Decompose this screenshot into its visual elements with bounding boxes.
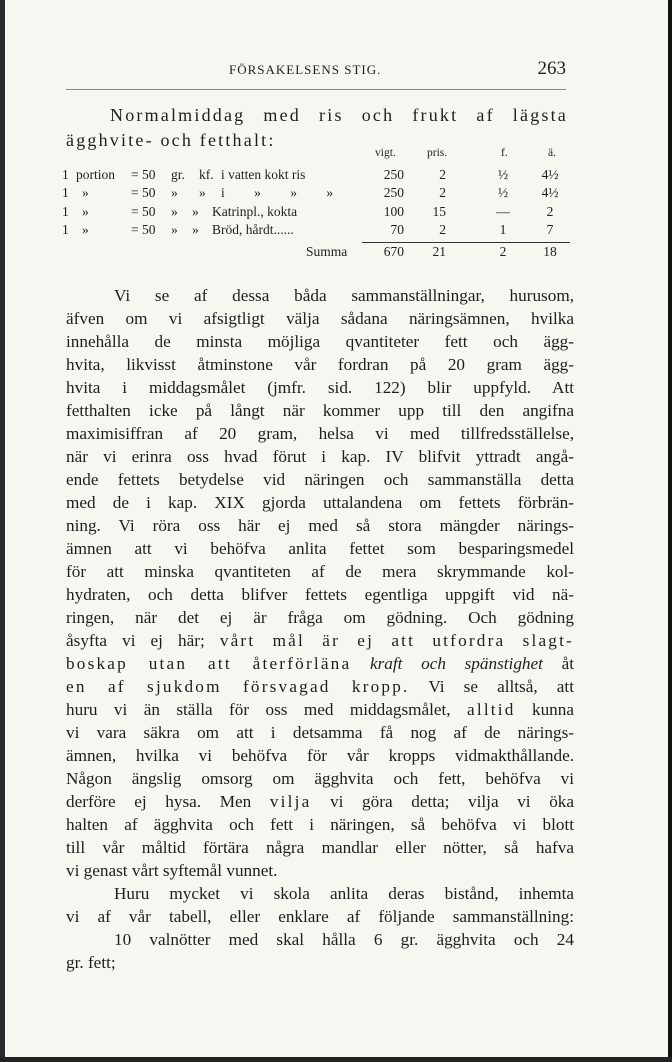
row-qty: 1 xyxy=(62,204,69,219)
sum-vigt: 670 xyxy=(383,244,404,259)
row-amount: = 50 xyxy=(131,222,156,237)
scan-edge-right xyxy=(668,0,672,1062)
text-line: för att minska qvantiteten af de mera skrymmande kol- xyxy=(66,562,574,581)
row-pris: 2 xyxy=(439,222,446,237)
body-paragraphs xyxy=(66,284,574,974)
row-vigt: 250 xyxy=(383,167,404,182)
section-heading xyxy=(66,103,568,153)
text-line: ringen, när det ej är fråga om gödning. Och gödning xyxy=(66,608,574,627)
sum-label: Summa xyxy=(306,244,348,259)
text-line: ämnen att vi behöfva anlita fettet som besparingsmedel xyxy=(66,539,574,558)
row-item: i » » » xyxy=(221,185,334,200)
table-sum-rule xyxy=(362,242,570,243)
text-line xyxy=(66,629,574,652)
spaced-text: vilja xyxy=(269,792,312,811)
row-vigt: 250 xyxy=(383,185,404,200)
row-kf: » xyxy=(192,204,199,219)
text-segment: huru vi än ställa för oss med middagsmålet, xyxy=(66,700,451,719)
row-qty: 1 xyxy=(62,222,69,237)
text-line: vi af vår tabell, eller enklare af följande sammanställning: xyxy=(66,907,574,926)
row-gr: » xyxy=(171,204,178,219)
text-segment: vi göra detta; vilja vi öka xyxy=(330,792,575,811)
italic-text: kraft och spänstighet xyxy=(369,654,543,673)
row-f: ½ xyxy=(497,185,509,200)
text-segment: kunna xyxy=(531,700,574,719)
row-gr: » xyxy=(171,222,178,237)
row-vigt: 100 xyxy=(383,204,404,219)
header-rule xyxy=(66,89,566,90)
scan-edge-bottom xyxy=(0,1057,672,1062)
text-line: ämnen, hvilka vi behöfva för vår kropps vidmakthållande. xyxy=(66,746,574,765)
row-kf: » xyxy=(199,185,206,200)
text-line: 10 valnötter med skal hålla 6 gr. ägghvita och 24 xyxy=(114,930,574,949)
text-line: innehålla de minsta möjliga qvantiteter fett och ägg- xyxy=(66,332,574,351)
text-line: när vi erinra oss hvad förut i kap. IV blifvit yttradt angå- xyxy=(66,447,574,466)
row-gr: gr. xyxy=(171,167,185,182)
text-line xyxy=(66,698,574,721)
col-header-f: f. xyxy=(501,147,508,159)
row-item: Katrinpl., kokta xyxy=(212,204,298,219)
row-a: 4½ xyxy=(541,167,559,182)
col-header-a: ä. xyxy=(548,147,556,159)
spaced-text: boskap utan att återförläna xyxy=(66,654,352,673)
spaced-text: alltid xyxy=(467,700,516,719)
text-segment: åsyfta vi ej här; xyxy=(66,631,220,650)
col-header-pris: pris. xyxy=(427,147,448,159)
text-line xyxy=(66,652,574,675)
text-line: äfven om vi afsigtligt välja sådana näringsämnen, hvilka xyxy=(66,309,574,328)
row-amount: = 50 xyxy=(131,167,156,182)
row-pris: 2 xyxy=(439,167,446,182)
spaced-text: vårt mål är ej att utfordra slagt- xyxy=(219,631,574,650)
row-kf: » xyxy=(192,222,199,237)
row-vigt: 70 xyxy=(390,222,404,237)
col-header-vigt: vigt. xyxy=(375,147,396,159)
row-kf: kf. xyxy=(199,167,214,182)
row-f: — xyxy=(496,204,510,219)
text-line: gr. fett; xyxy=(66,953,116,972)
row-qty: 1 xyxy=(62,185,69,200)
heading-line-2: ägghvite- och fetthalt: xyxy=(66,130,276,150)
text-line: vi vara säkra om att i detsamma få nog af de närings- xyxy=(66,723,574,742)
row-unit: » xyxy=(82,222,89,237)
row-pris: 15 xyxy=(432,204,446,219)
text-line: maximisiffran af 20 gram, helsa vi med tillfredsställelse, xyxy=(66,424,574,443)
text-segment: åt xyxy=(561,654,574,673)
text-segment: derföre ej hysa. Men xyxy=(66,792,252,811)
row-qty: 1 xyxy=(62,167,69,182)
text-line: ende fettets betydelse vid näringen och sammanställa detta xyxy=(66,470,574,489)
text-line: hvita i middagsmålet (jmfr. sid. 122) blir uppfyld. Att xyxy=(66,378,574,397)
sum-f: 2 xyxy=(499,244,507,259)
running-head xyxy=(66,58,566,84)
row-f: 1 xyxy=(499,222,507,237)
text-line: vi genast vårt syftemål vunnet. xyxy=(66,861,278,880)
row-a: 7 xyxy=(546,222,554,237)
row-amount: = 50 xyxy=(131,204,156,219)
text-line: fetthalten icke på långt när kommer upp till den angifna xyxy=(66,401,574,420)
row-amount: = 50 xyxy=(131,185,156,200)
chapter-title: FÖRSAKELSENS STIG. xyxy=(229,62,382,77)
page-number: 263 xyxy=(537,58,566,79)
row-gr: » xyxy=(171,185,178,200)
scan-edge-left xyxy=(0,0,5,1062)
text-line: ning. Vi röra oss här ej med så stora mängder närings- xyxy=(66,516,574,535)
text-line: Vi se af dessa båda sammanställningar, hurusom, xyxy=(114,286,574,305)
text-line: Huru mycket vi skola anlita deras bistånd, inhemta xyxy=(114,884,574,903)
row-a: 4½ xyxy=(541,185,559,200)
text-line xyxy=(66,790,574,813)
text-line: till vår måltid förtära några mandlar eller nötter, så hafva xyxy=(66,838,574,857)
text-segment: Vi se alltså, att xyxy=(428,677,574,696)
row-unit: » xyxy=(82,204,89,219)
text-line xyxy=(66,675,574,698)
spaced-text: en af sjukdom försvagad kropp. xyxy=(66,677,410,696)
text-line: hydraten, och detta blifver fettets egentliga uppgift vid nä- xyxy=(66,585,574,604)
row-unit: portion xyxy=(76,167,115,182)
row-item: i vatten kokt ris xyxy=(221,167,306,182)
row-f: ½ xyxy=(497,167,509,182)
text-line: halten af ägghvita och fett i näringen, så behöfva vi blott xyxy=(66,815,574,834)
text-line: hvita, likvisst åtminstone vår fordran på 20 gram ägg- xyxy=(66,355,574,374)
sum-a: 18 xyxy=(543,244,557,259)
text-line: Någon ängslig omsorg om ägghvita och fett, behöfva vi xyxy=(66,769,574,788)
row-pris: 2 xyxy=(439,185,446,200)
heading-line-1: Normalmiddag med ris och frukt af lägsta xyxy=(110,105,568,125)
row-item: Bröd, hårdt...... xyxy=(212,222,294,237)
sum-pris: 21 xyxy=(432,244,446,259)
text-line: med de i kap. XIX gjorda uttalandena om fettets förbrän- xyxy=(66,493,574,512)
row-a: 2 xyxy=(546,204,554,219)
row-unit: » xyxy=(82,185,89,200)
